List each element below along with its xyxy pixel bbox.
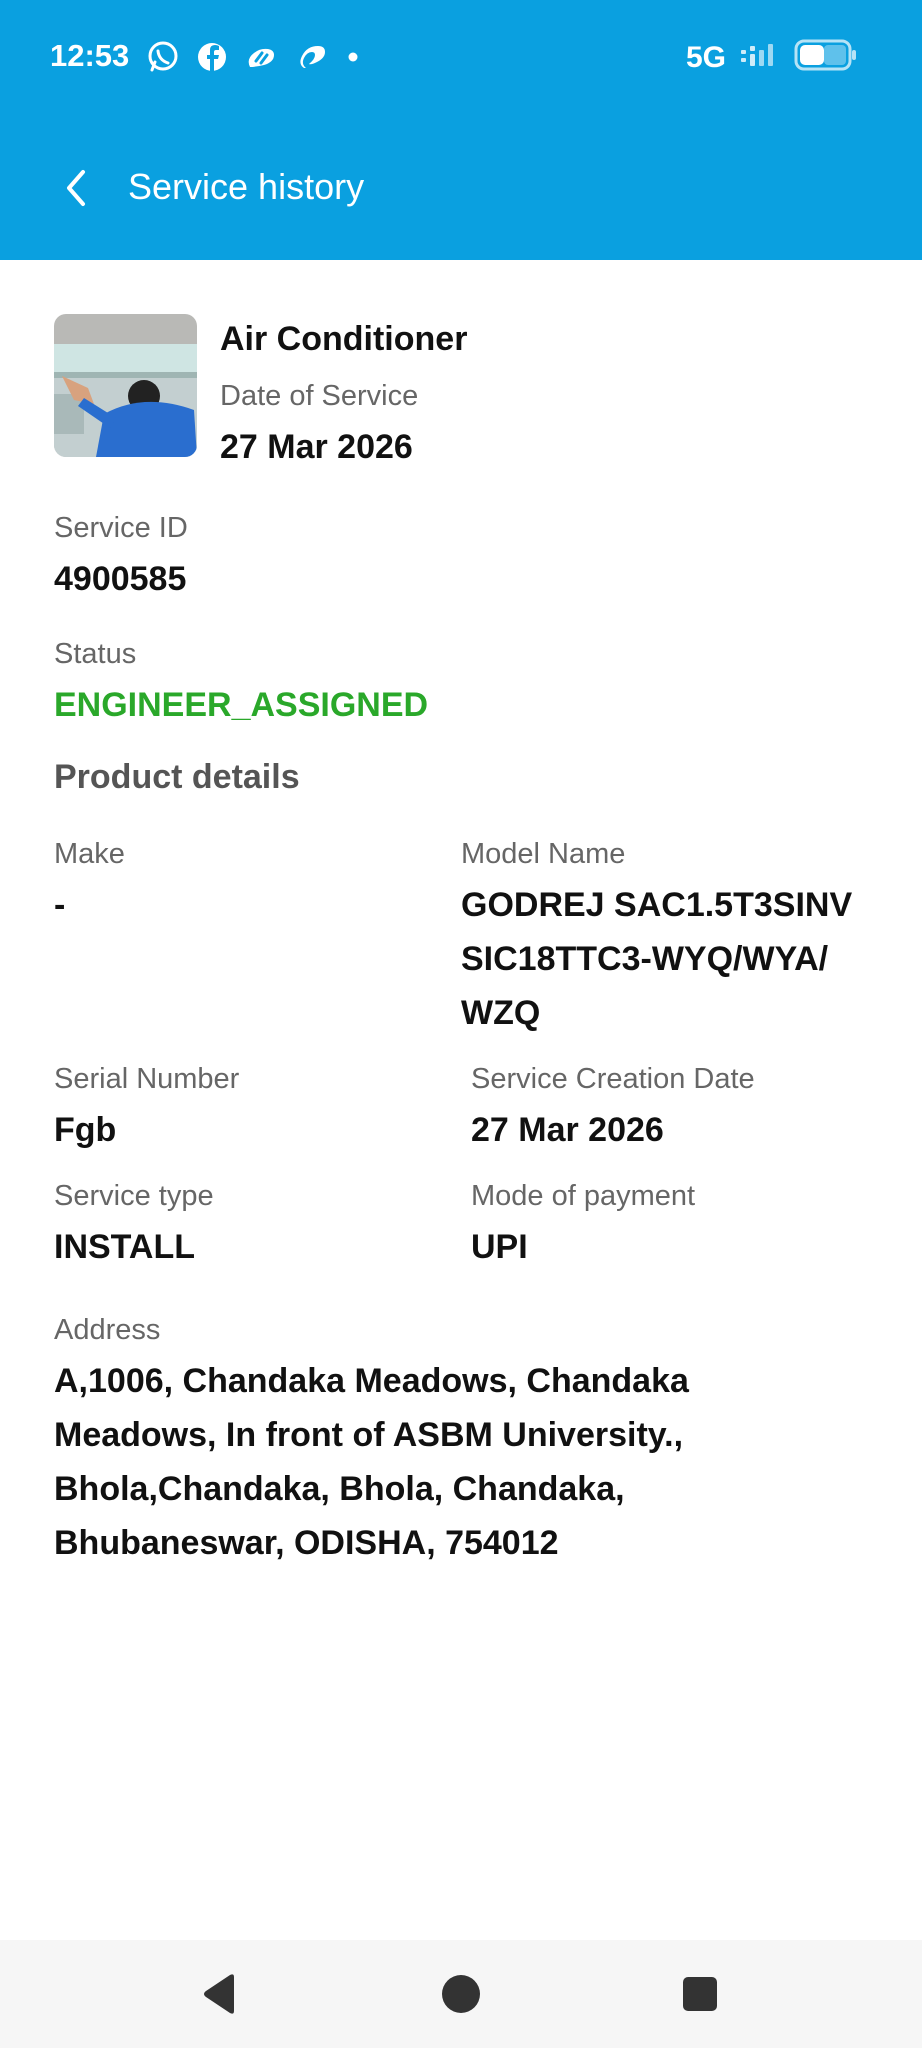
service-type-value: INSTALL bbox=[54, 1228, 196, 1266]
whatsapp-icon bbox=[146, 40, 180, 74]
nav-recents-button[interactable] bbox=[674, 1968, 726, 2020]
service-id-value: 4900585 bbox=[54, 560, 187, 598]
app-bar bbox=[0, 140, 922, 230]
service-type-label: Service type bbox=[54, 1180, 214, 1212]
app-icon bbox=[244, 41, 278, 73]
status-bar bbox=[0, 0, 922, 115]
model-name-line-2: SIC18TTC3-WYQ/WYA/ bbox=[461, 940, 829, 978]
model-name-line-1: GODREJ SAC1.5T3SINV bbox=[461, 886, 853, 924]
service-creation-date-value: 27 Mar 2026 bbox=[471, 1111, 664, 1149]
model-name-label: Model Name bbox=[461, 838, 626, 870]
status-time: 12:53 bbox=[50, 38, 130, 73]
back-button[interactable] bbox=[48, 160, 104, 216]
service-id-label: Service ID bbox=[54, 512, 188, 544]
home-circle-icon bbox=[440, 1973, 482, 2015]
back-triangle-icon bbox=[200, 1973, 240, 2015]
mode-of-payment-label: Mode of payment bbox=[471, 1180, 696, 1212]
mode-of-payment-value: UPI bbox=[471, 1228, 528, 1266]
nav-back-button[interactable] bbox=[194, 1968, 246, 2020]
page-title: Service history bbox=[128, 166, 365, 207]
serial-number-label: Serial Number bbox=[54, 1063, 240, 1095]
notification-icons bbox=[146, 40, 360, 74]
model-name-line-3: WZQ bbox=[461, 994, 541, 1032]
battery-icon bbox=[794, 38, 858, 77]
nav-home-button[interactable] bbox=[435, 1968, 487, 2020]
dot-icon bbox=[346, 50, 360, 64]
address-line-4: Bhubaneswar, ODISHA, 754012 bbox=[54, 1524, 559, 1562]
address-label: Address bbox=[54, 1314, 161, 1346]
product-thumbnail bbox=[54, 314, 197, 457]
serial-number-value: Fgb bbox=[54, 1111, 117, 1149]
product-details-title: Product details bbox=[54, 758, 300, 796]
status-label: Status bbox=[54, 638, 137, 670]
status-value: ENGINEER_ASSIGNED bbox=[54, 686, 429, 724]
airtel-icon bbox=[294, 40, 330, 74]
system-nav-bar bbox=[0, 1940, 922, 2048]
back-chevron-icon bbox=[61, 168, 91, 208]
date-of-service-label: Date of Service bbox=[220, 380, 419, 412]
status-right bbox=[686, 38, 858, 77]
make-label: Make bbox=[54, 838, 125, 870]
date-of-service-value: 27 Mar 2026 bbox=[220, 428, 413, 466]
recents-square-icon bbox=[681, 1975, 719, 2013]
address-line-2: Meadows, In front of ASBM University., bbox=[54, 1416, 684, 1454]
facebook-icon bbox=[196, 41, 228, 73]
address-line-3: Bhola,Chandaka, Bhola, Chandaka, bbox=[54, 1470, 625, 1508]
signal-icon bbox=[740, 40, 780, 75]
app-header bbox=[0, 0, 922, 260]
make-value: - bbox=[54, 886, 66, 924]
product-name: Air Conditioner bbox=[220, 320, 468, 358]
address-line-1: A,1006, Chandaka Meadows, Chandaka bbox=[54, 1362, 689, 1400]
network-label: 5G bbox=[685, 40, 726, 74]
service-creation-date-label: Service Creation Date bbox=[471, 1063, 755, 1095]
